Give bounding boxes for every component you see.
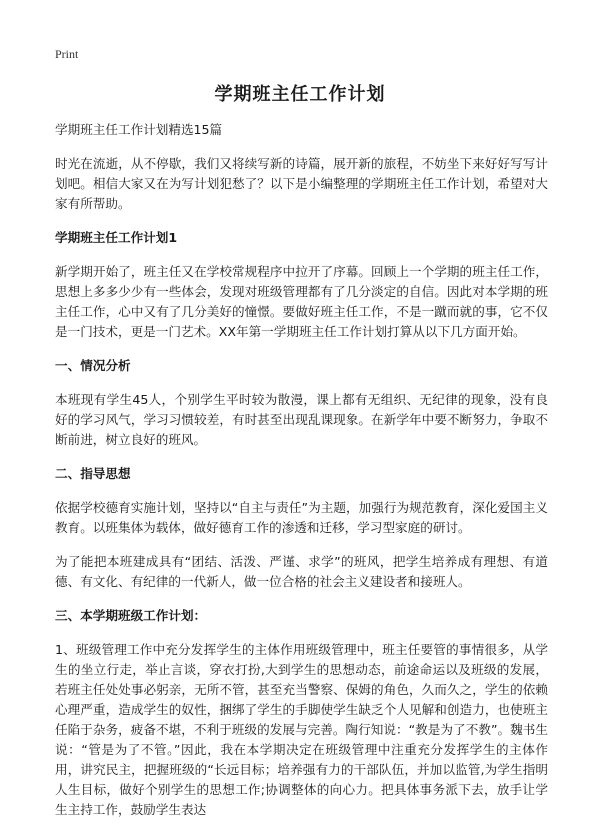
- heading-guiding-thought: 二、指导思想: [55, 466, 131, 481]
- section-heading-plan-1: 学期班主任工作计划1: [55, 230, 178, 245]
- intro-paragraph: 时光在流逝，从不停歇，我们又将续写新的诗篇，展开新的旅程，不妨坐下来好好写写计划吧。相信大家又在为写计划犯愁了？以下是小编整理的学期班主任工作计划，希望对大家有所帮助。: [55, 156, 548, 211]
- print-link[interactable]: Print: [55, 47, 79, 61]
- document-body: [55, 120, 548, 834]
- document-subtitle: 学期班主任工作计划精选15篇: [55, 122, 223, 137]
- situation-paragraph: 本班现有学生45人，个别学生平时较为散漫，课上都有无组织、无纪律的现象，没有良好的学习风气，学习习惯较差，有时甚至出现乱课现象。在新学年中要不断努力，争取不断前进，树立良好的班风。: [55, 392, 548, 447]
- heading-situation-analysis: 一、情况分析: [55, 358, 131, 373]
- page-title: 学期班主任工作计划: [214, 84, 386, 105]
- plan-paragraph-1: 1、班级管理工作中充分发挥学生的主体作用班级管理中，班主任要管的事情很多，从学生的坐立行走，举止言谈，穿衣打扮,大到学生的思想动态，前途命运以及班级的发展，若班主任处处事必躬亲，无所不管，甚至充当警察、保姆的角色，久而久之，学生的依赖心理严重，造成学生的奴性，捆绑了学生的手脚使学生缺乏个人见解和创造力，也使班主任陷于杂务，疲备不堪，不利于班级的发展与完善。陶行知说：“教是为了不教”。魏书生说：“管是为了不管。”因此，我在本学期决定在班级管理中注重充分发挥学生的主体作用，讲究民主，把握班级的“长远目标；培养强有力的干部队伍，并加以监管,为学生指明人生目标，做好个别学生的思想工作;协调整体的向心力。把具体事务派下去，放手让学生主持工作，鼓励学生表达: [55, 642, 548, 817]
- heading-semester-plan: 三、本学期班级工作计划：: [55, 608, 207, 623]
- guiding-paragraph-1: 依据学校德育实施计划，坚持以“自主与责任”为主题，加强行为规范教育，深化爱国主义教育。以班集体为载体，做好德育工作的渗透和迁移，学习型家庭的研讨。: [55, 500, 548, 535]
- guiding-paragraph-2: 为了能把本班建成具有“团结、活泼、严谨、求学”的班风，把学生培养成有理想、有道德、有文化、有纪律的一代新人，做一位合格的社会主义建设者和接班人。: [55, 554, 548, 589]
- section-1-paragraph: 新学期开始了，班主任又在学校常规程序中拉开了序幕。回顾上一个学期的班主任工作，思想上多多少少有一些体会，发现对班级管理都有了几分淡定的自信。因此对本学期的班主任工作，心中又有了几分美好的憧憬。要做好班主任工作，不是一蹴而就的事，它不仅是一门技术，更是一门艺术。XX年第一学期班主任工作计划打算从以下几方面开始。: [55, 264, 548, 339]
